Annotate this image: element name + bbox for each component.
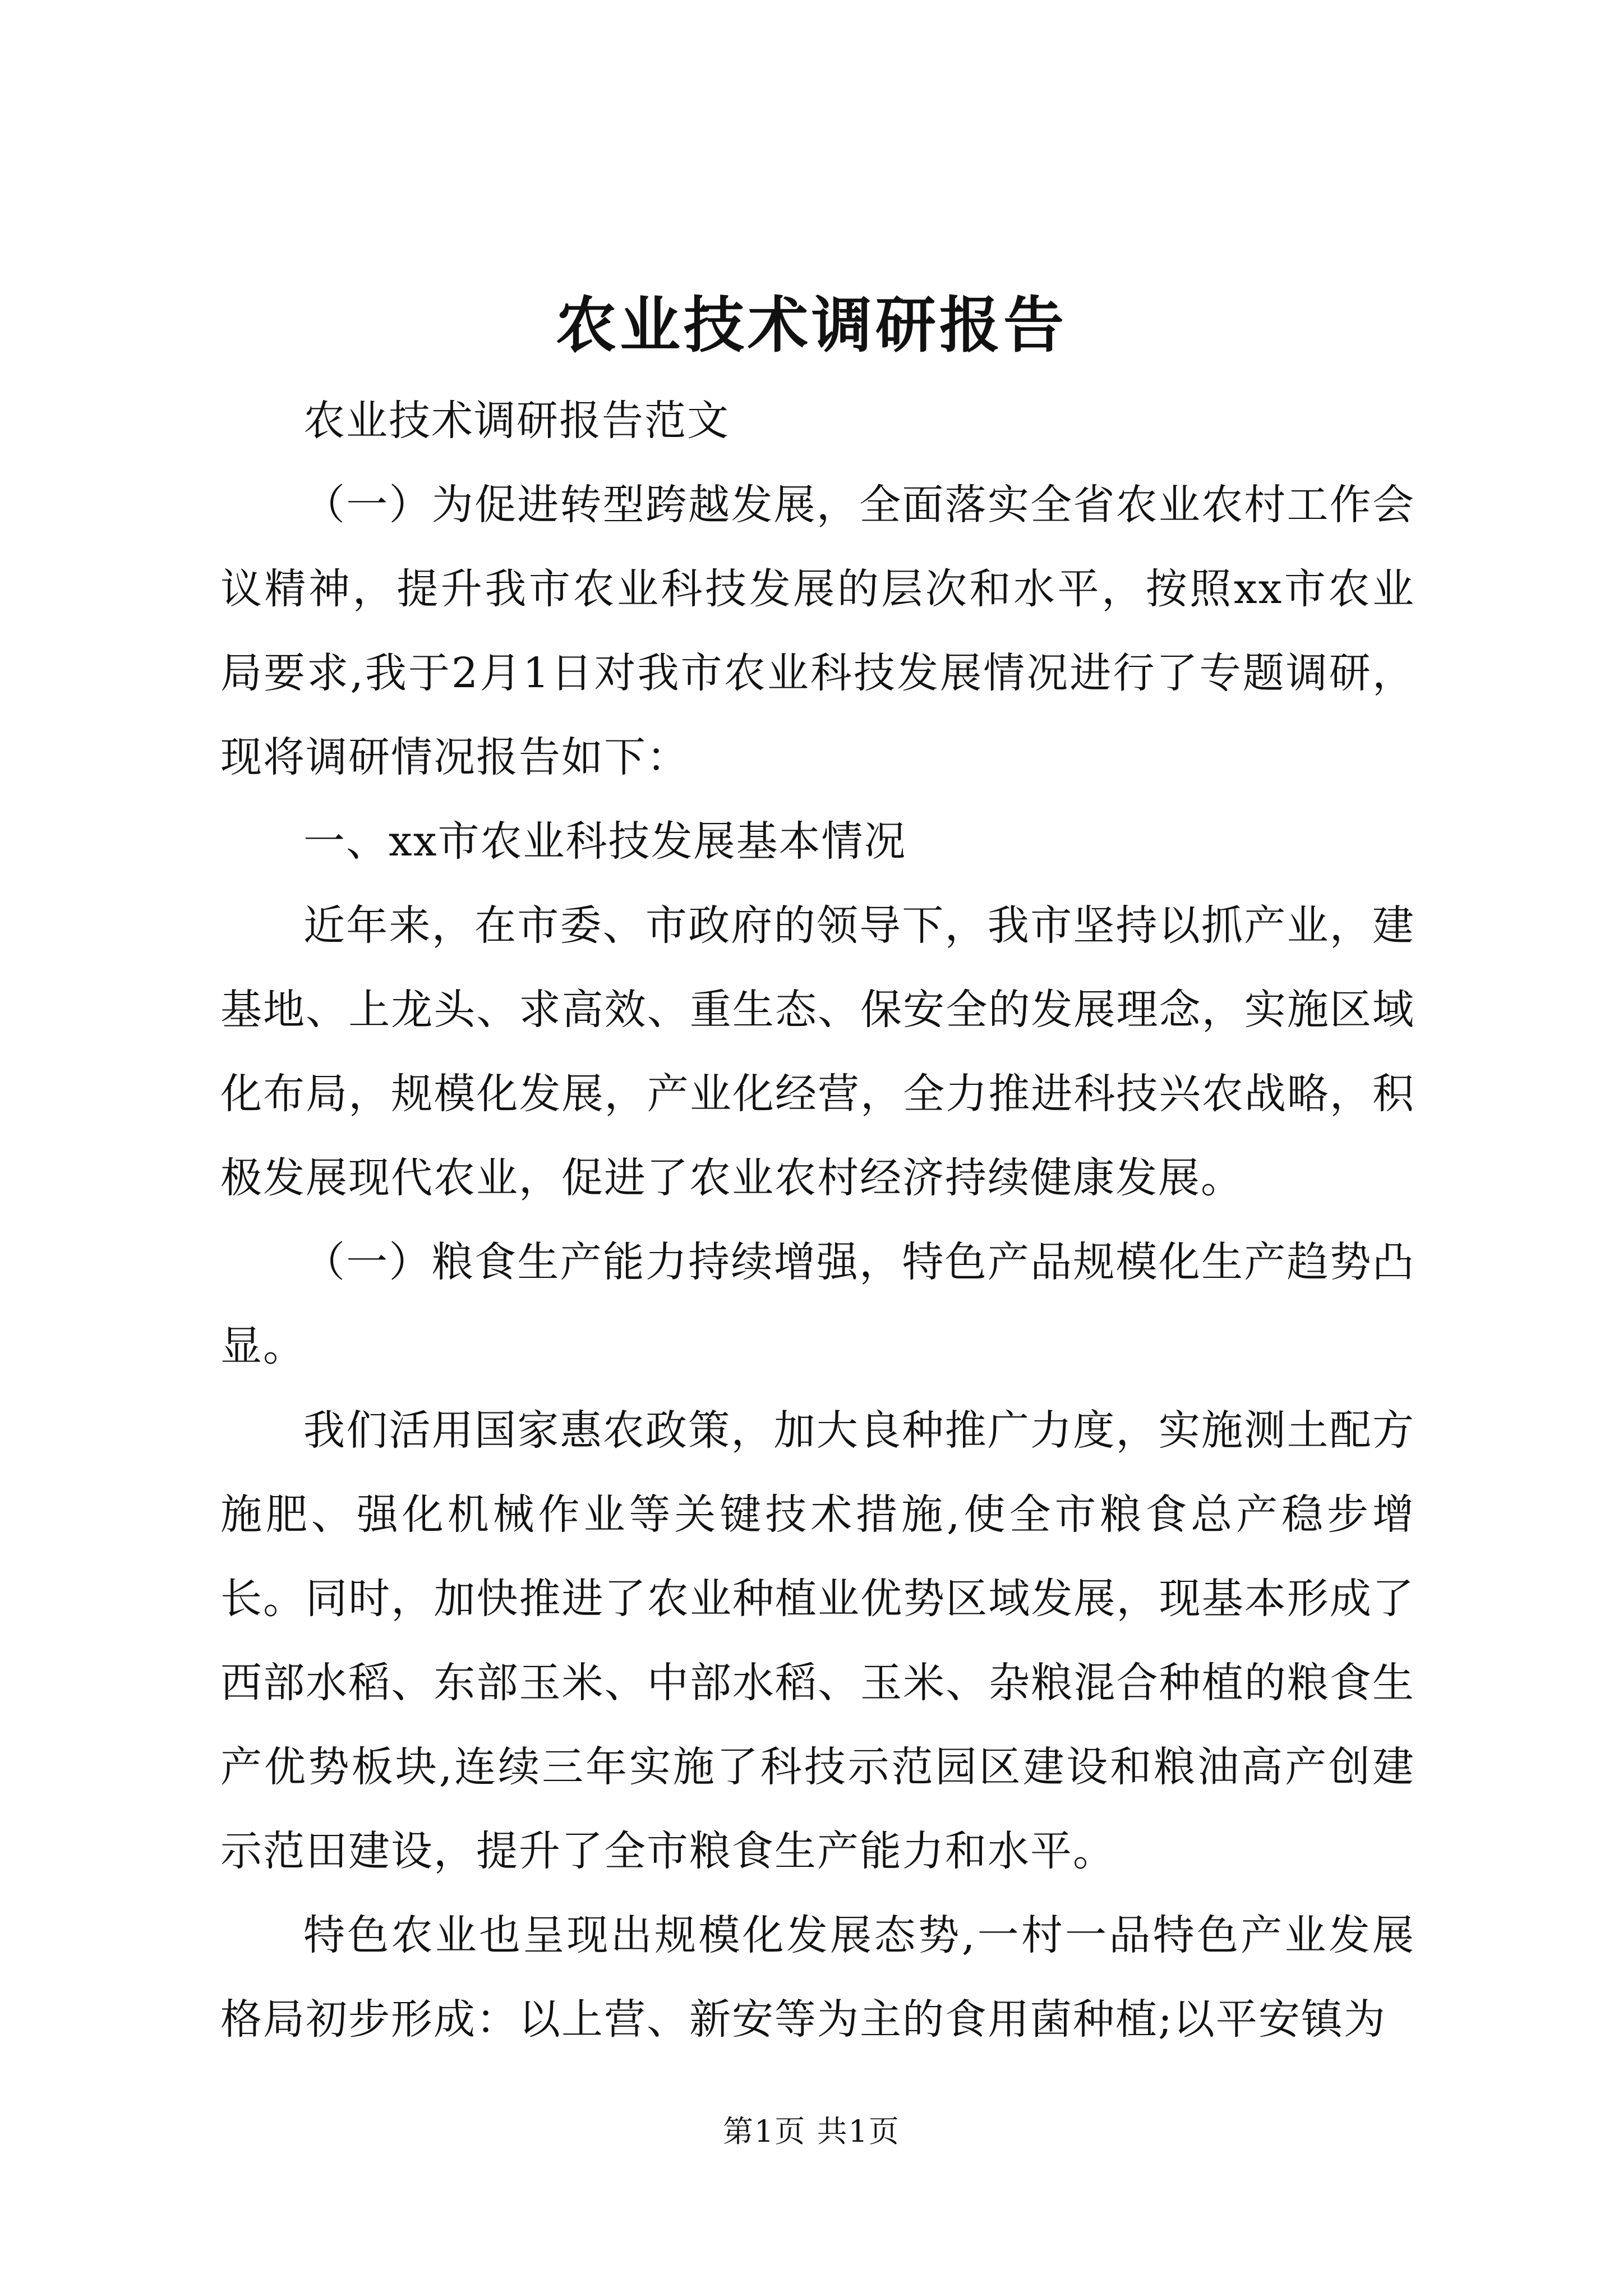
section-heading: 一、xx市农业科技发展基本情况 [303, 817, 907, 866]
subsection-heading: （一）粮食生产能力持续增强，特色产品规模化生产趋势凸显。 [220, 1238, 1415, 1370]
document-body [220, 379, 1415, 2062]
page-footer: 第1页 共1页 [723, 2114, 900, 2149]
overview-paragraph: 近年来，在市委、市政府的领导下，我市坚持以抓产业，建基地、上龙头、求高效、重生态、保安全的发展理念，实施区域化布局，规模化发展，产业化经营，全力推进科技兴农战略，积极发展现代农业，促进了农业农村经济持续健康发展。 [220, 901, 1415, 1202]
subtitle-paragraph: 农业技术调研报告范文 [303, 397, 730, 445]
grain-paragraph: 我们活用国家惠农政策，加大良种推广力度，实施测土配方施肥、强化机械作业等关键技术措施,使全市粮食总产稳步增长。同时，加快推进了农业种植业优势区域发展，现基本形成了西部水稻、东部玉米、中部水稻、玉米、杂粮混合种植的粮食生产优势板块,连续三年实施了科技示范园区建设和粮油高产创建示范田建设，提升了全市粮食生产能力和水平。 [220, 1406, 1415, 1875]
specialty-paragraph: 特色农业也呈现出规模化发展态势,一村一品特色产业发展格局初步形成：以上营、新安等为主的食用菌种植;以平安镇为 [220, 1911, 1415, 2044]
intro-paragraph: （一）为促进转型跨越发展，全面落实全省农业农村工作会议精神，提升我市农业科技发展的层次和水平，按照xx市农业局要求,我于2月1日对我市农业科技发展情况进行了专题调研，现将调研情况报告如下： [220, 481, 1415, 781]
document-title: 农业技术调研报告 [555, 290, 1067, 361]
